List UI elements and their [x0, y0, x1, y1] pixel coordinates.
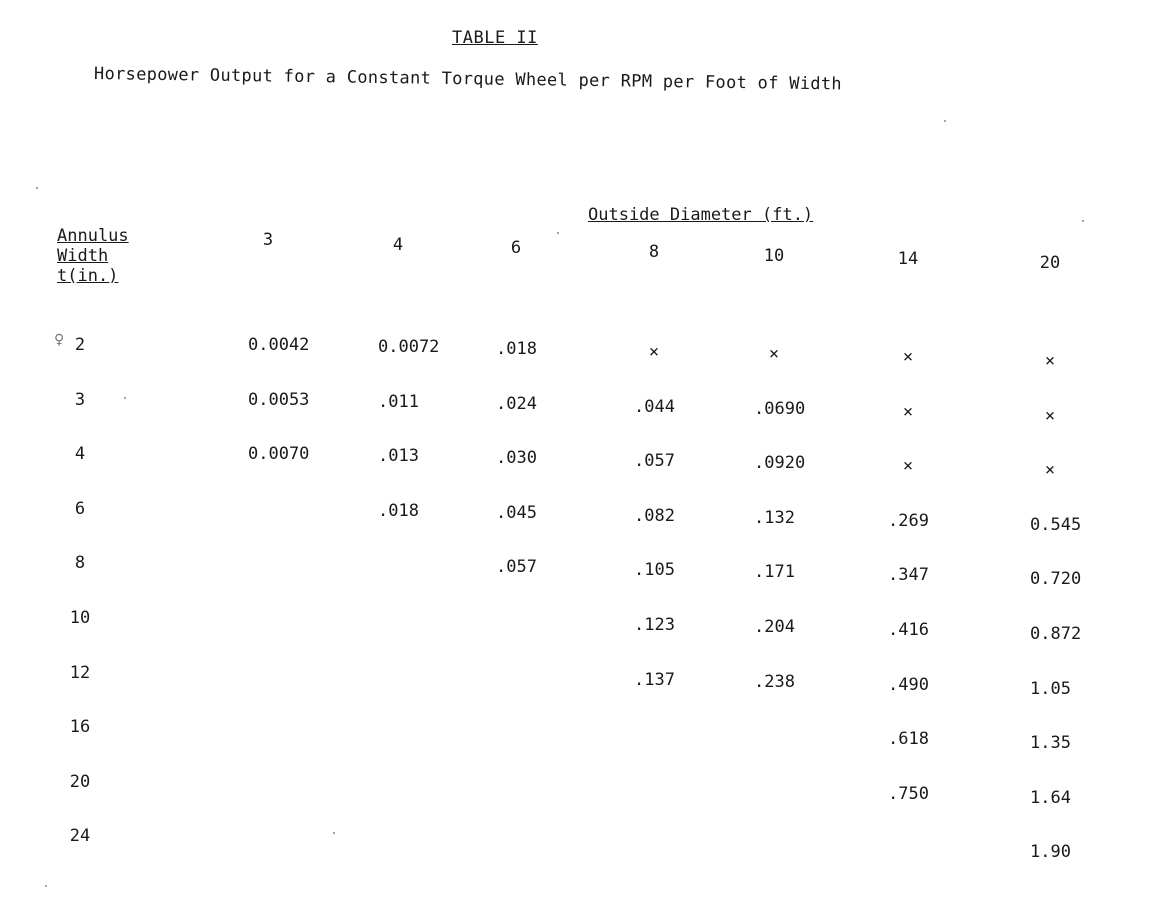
table-cell: .347 — [888, 565, 929, 586]
table-cell: .416 — [888, 620, 929, 640]
empty-cell-mark: × — [902, 401, 914, 422]
table-cell: 1.05 — [1030, 678, 1071, 699]
row-label: 8 — [74, 553, 86, 574]
row-label: 24 — [69, 826, 91, 847]
empty-cell-mark: × — [1044, 460, 1056, 481]
row-label: 20 — [69, 771, 91, 792]
empty-cell-mark: × — [902, 347, 914, 367]
row-label: 4 — [74, 444, 86, 465]
column-header: 20 — [1039, 253, 1061, 273]
table-cell: .011 — [378, 391, 419, 412]
table-cell: 0.720 — [1030, 569, 1082, 590]
row-label: 2 — [74, 335, 86, 355]
table-cell: .030 — [496, 448, 537, 469]
table-cell: .105 — [634, 560, 675, 581]
table-cell: 0.0053 — [248, 389, 310, 410]
table-subtitle: Horsepower Output for a Constant Torque Wheel per RPM per Foot of Width — [93, 64, 843, 95]
table-cell: 1.90 — [1030, 842, 1071, 863]
table-cell: .057 — [634, 451, 675, 472]
margin-mark: ♀ — [54, 332, 65, 348]
table-cell: .0690 — [754, 398, 806, 419]
table-cell: .750 — [888, 783, 929, 804]
table-cell: .013 — [378, 446, 419, 467]
table-cell: .269 — [888, 510, 929, 531]
table-cell: 0.0070 — [248, 444, 310, 465]
table-cell: .618 — [888, 729, 929, 750]
row-header-line: t(in.) — [57, 266, 119, 286]
column-header: 3 — [262, 230, 274, 250]
empty-cell-mark: × — [902, 456, 914, 477]
table-cell: .123 — [634, 615, 675, 635]
table-cell: .044 — [634, 396, 675, 417]
table-cell: .204 — [754, 617, 795, 637]
table-cell: .137 — [634, 669, 675, 690]
empty-cell-mark: × — [1044, 405, 1056, 426]
table-cell: .132 — [754, 507, 795, 528]
table-cell: .238 — [754, 671, 795, 692]
row-label: 6 — [74, 498, 86, 519]
row-label: 10 — [69, 608, 91, 628]
empty-cell-mark: × — [648, 342, 660, 362]
table-cell: .082 — [634, 505, 675, 526]
table-cell: .018 — [496, 339, 537, 359]
column-header: 4 — [392, 235, 404, 255]
row-header-line: Annulus — [57, 226, 129, 246]
row-header-line: Width — [57, 246, 109, 266]
table-cell: .024 — [496, 393, 537, 414]
table-cell: .018 — [378, 500, 419, 521]
empty-cell-mark: × — [1044, 351, 1056, 371]
column-header: 10 — [763, 246, 785, 266]
empty-cell-mark: × — [768, 344, 780, 364]
table-cell: .045 — [496, 502, 537, 523]
column-header: 14 — [897, 249, 919, 269]
table-cell: 0.872 — [1030, 624, 1082, 644]
table-cell: .0920 — [754, 453, 806, 474]
table-cell: 0.545 — [1030, 514, 1082, 535]
row-header — [57, 226, 129, 286]
table-cell: 0.0072 — [378, 337, 440, 357]
column-header: 8 — [648, 242, 660, 262]
column-group-label: Outside Diameter (ft.) — [588, 205, 814, 225]
table-cell: 1.35 — [1030, 733, 1071, 754]
table-cell: .171 — [754, 562, 795, 583]
row-label: 3 — [74, 389, 86, 410]
table-title: TABLE II — [452, 28, 538, 48]
table-cell: 1.64 — [1030, 787, 1071, 808]
row-label: 16 — [69, 717, 91, 738]
table-cell: .490 — [888, 674, 929, 695]
column-header: 6 — [510, 238, 522, 258]
table-cell: 0.0042 — [248, 335, 310, 355]
table-cell: .057 — [496, 557, 537, 578]
row-label: 12 — [69, 662, 91, 683]
